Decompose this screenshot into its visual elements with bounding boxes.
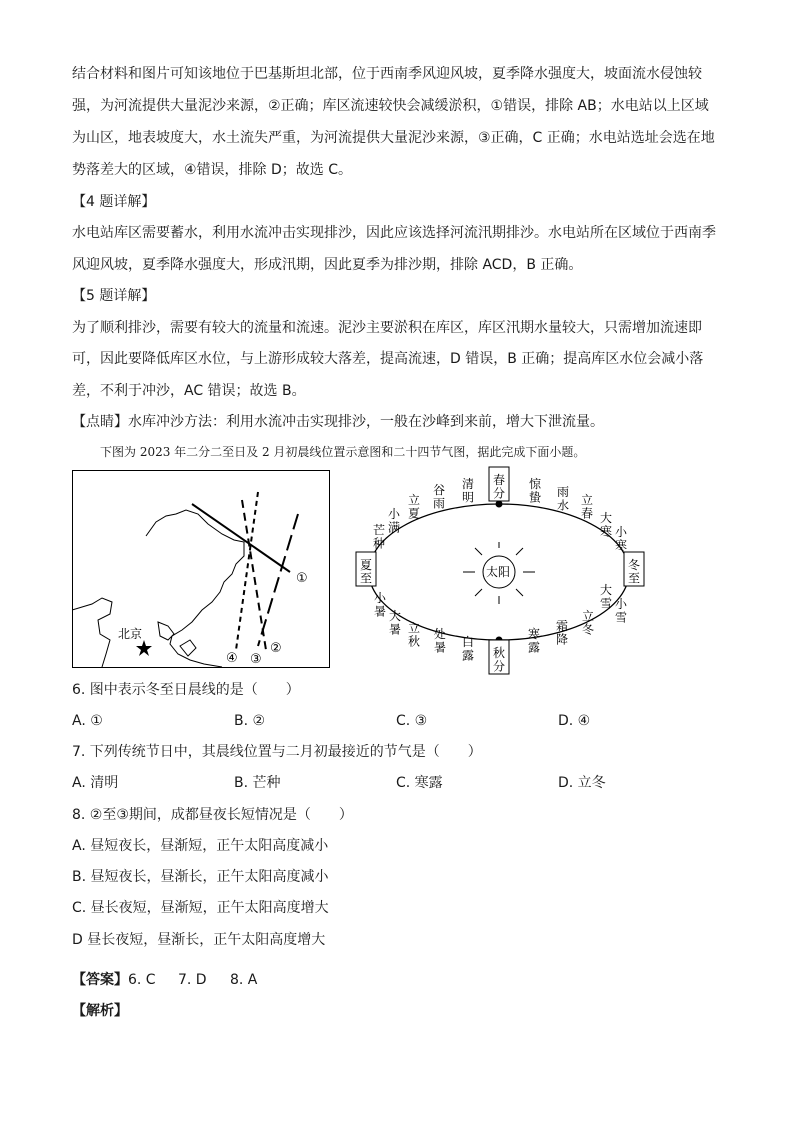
term-label: 清明 [461, 477, 475, 505]
text-line: 为山区，地表坡度大，水土流失严重，为河流提供大量泥沙来源，③正确，C 正确；水电站选址会选在地 [72, 130, 715, 146]
option-c: C. ③ [396, 713, 428, 729]
term-label: 惊蛰 [528, 477, 542, 505]
option-a: A. 清明 [72, 775, 119, 791]
term-label: 大雪 [599, 583, 613, 611]
term-label: 小雪 [614, 597, 628, 625]
option-a: A. ① [72, 713, 103, 729]
analysis-label: 【解析】 [72, 1003, 128, 1019]
option-c: C. 昼长夜短，昼渐短，正午太阳高度增大 [72, 900, 329, 916]
question-8: 8. ②至③期间，成都昼夜长短情况是（ ） [72, 807, 353, 823]
term-label: 处暑 [433, 627, 447, 655]
text-line: 可，因此要降低库区水位，与上游形成较大落差，提高流速，D 错误，B 正确；提高库区水位会减小落 [72, 351, 704, 367]
term-label: 立冬 [581, 609, 595, 637]
text-line: 势落差大的区域，④错误，排除 D；故选 C。 [72, 162, 353, 178]
line-label: ① [296, 571, 308, 586]
text-line: 为了顺利排沙，需要有较大的流量和流速。泥沙主要淤积在库区，库区汛期水量较大，只需增加流速即 [72, 320, 702, 336]
term-label: 寒露 [527, 627, 541, 655]
term-label: 立夏 [407, 493, 421, 521]
option-b: B. 昼短夜长，昼渐长，正午太阳高度减小 [72, 869, 329, 885]
answer-item: 7. D [178, 972, 207, 988]
term-label: 大寒 [599, 511, 613, 539]
term-label: 小满 [387, 507, 401, 535]
question-6: 6. 图中表示冬至日晨线的是（ ） [72, 682, 300, 698]
term-label: 谷雨 [432, 483, 446, 511]
option-b: B. 芒种 [234, 775, 281, 791]
solar-terms-diagram [344, 462, 654, 676]
text-line: 结合材料和图片可知该地位于巴基斯坦北部，位于西南季风迎风坡，夏季降水强度大，坡面流水侵蚀较 [72, 66, 702, 82]
terminator-map [72, 470, 330, 668]
text-line: 强，为河流提供大量泥沙来源，②正确；库区流速较快会减缓淤积，①错误，排除 AB；水电站以上区域 [72, 98, 709, 114]
option-c: C. 寒露 [396, 775, 443, 791]
tip-line: 【点睛】水库冲沙方法：利用水流冲击实现排沙，一般在沙峰到来前，增大下泄流量。 [72, 414, 604, 430]
term-label: 霜降 [555, 619, 569, 647]
option-d: D. ④ [558, 713, 591, 729]
option-a: A. 昼短夜长，昼渐短，正午太阳高度减小 [72, 838, 329, 854]
option-d: D 昼长夜短，昼渐长，正午太阳高度增大 [72, 932, 326, 948]
answer-label: 【答案】 [72, 972, 128, 988]
term-label-xiazhi: 夏至 [359, 558, 373, 586]
term-label: 小暑 [373, 591, 387, 619]
text-line: 风迎风坡，夏季降水强度大，形成汛期，因此夏季为排沙期，排除 ACD，B 正确。 [72, 257, 583, 273]
term-label: 大暑 [388, 609, 402, 637]
line-label: ④ [226, 651, 238, 666]
term-label-qiufen: 秋分 [492, 646, 506, 674]
orbit-point [496, 501, 503, 508]
section-header-q5: 【5 题详解】 [72, 288, 156, 304]
term-label-dongzhi: 冬至 [627, 558, 641, 586]
line-label: ③ [250, 652, 262, 667]
term-label: 雨水 [556, 485, 570, 513]
text-line: 水电站库区需要蓄水，利用水流冲击实现排沙，因此应该选择河流汛期排沙。水电站所在区域位于西南季 [72, 225, 716, 241]
term-label: 立春 [580, 493, 594, 521]
sun-label: 太阳 [486, 565, 511, 579]
option-b: B. ② [234, 713, 266, 729]
term-label: 小寒 [614, 525, 628, 553]
line-label: ② [270, 641, 282, 656]
text-line: 差，不利于冲沙，AC 错误；故选 B。 [72, 383, 306, 399]
option-d: D. 立冬 [558, 775, 606, 791]
term-label: 白露 [461, 635, 475, 663]
section-header-q4: 【4 题详解】 [72, 194, 156, 210]
term-label: 立秋 [407, 621, 421, 649]
term-label: 芒种 [372, 523, 386, 551]
answer-item: 6. C [128, 972, 156, 988]
answer-item: 8. A [230, 972, 258, 988]
figure-intro: 下图为 2023 年二分二至日及 2 月初晨线位置示意图和二十四节气图，据此完成下面小题。 [100, 445, 586, 459]
term-label-chunfen: 春分 [492, 473, 506, 501]
city-label: 北京 [118, 627, 143, 641]
question-7: 7. 下列传统节日中，其晨线位置与二月初最接近的节气是（ ） [72, 744, 482, 760]
